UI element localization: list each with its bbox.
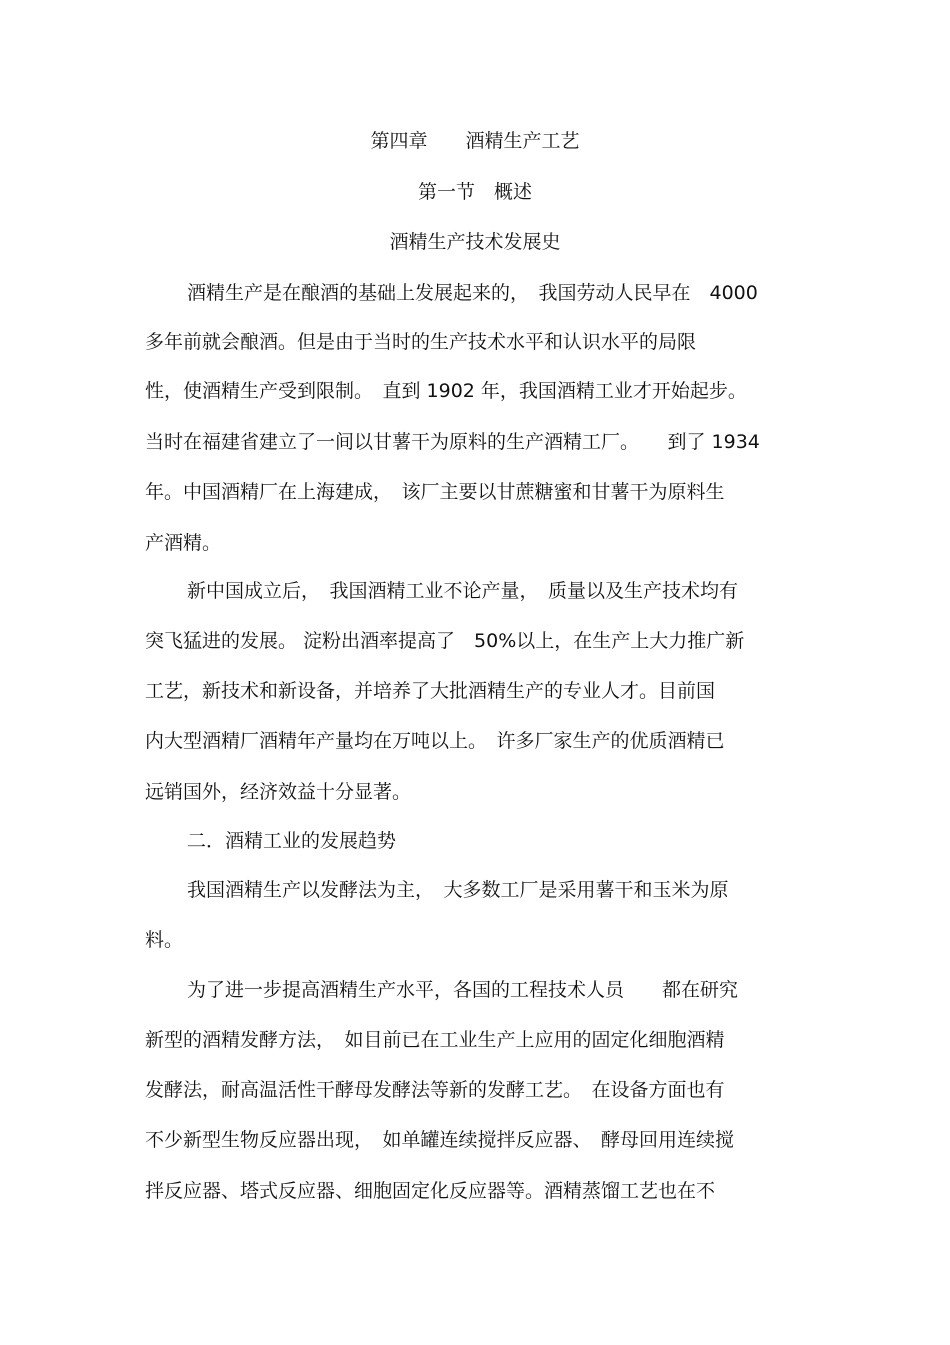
- paragraph-line: 酒精生产是在酿酒的基础上发展起来的， 我国劳动人民早在 4000: [187, 282, 758, 304]
- paragraph-line: 突飞猛进的发展。 淀粉出酒率提高了 50%以上，在生产上大力推广新: [145, 630, 745, 652]
- paragraph-line: 新中国成立后， 我国酒精工业不论产量， 质量以及生产技术均有: [187, 580, 739, 602]
- section-heading: 二．酒精工业的发展趋势: [187, 830, 397, 852]
- paragraph-line: 远销国外，经济效益十分显著。: [145, 781, 412, 803]
- paragraph-line: 性，使酒精生产受到限制。 直到 1902 年，我国酒精工业才开始起步。: [145, 380, 747, 402]
- chapter-title: 第四章 酒精生产工艺: [370, 130, 580, 152]
- paragraph-line: 内大型酒精厂酒精年产量均在万吨以上。 许多厂家生产的优质酒精已: [145, 730, 725, 752]
- paragraph-line: 拌反应器、塔式反应器、细胞固定化反应器等。酒精蒸馏工艺也在不: [145, 1180, 716, 1202]
- paragraph-line: 料。: [145, 929, 184, 951]
- paragraph-line: 工艺，新技术和新设备，并培养了大批酒精生产的专业人才。目前国: [145, 680, 716, 702]
- paragraph-line: 当时在福建省建立了一间以甘薯干为原料的生产酒精工厂。 到了 1934: [145, 431, 760, 453]
- paragraph-line: 产酒精。: [145, 532, 222, 554]
- paragraph-line: 新型的酒精发酵方法， 如目前已在工业生产上应用的固定化细胞酒精: [145, 1029, 725, 1051]
- paragraph-line: 多年前就会酿酒。但是由于当时的生产技术水平和认识水平的局限: [145, 331, 697, 353]
- paragraph-line: 年。中国酒精厂在上海建成， 该厂主要以甘蔗糖蜜和甘薯干为原料生: [145, 481, 725, 503]
- paragraph-line: 我国酒精生产以发酵法为主， 大多数工厂是采用薯干和玉米为原: [187, 879, 729, 901]
- section-title: 第一节 概述: [417, 181, 532, 203]
- subsection-title: 酒精生产技术发展史: [389, 231, 561, 253]
- paragraph-line: 为了进一步提高酒精生产水平，各国的工程技术人员 都在研究: [187, 979, 739, 1001]
- paragraph-line: 发酵法，耐高温活性干酵母发酵法等新的发酵工艺。 在设备方面也有: [145, 1079, 725, 1101]
- paragraph-line: 不少新型生物反应器出现， 如单罐连续搅拌反应器、 酵母回用连续搅: [145, 1129, 735, 1151]
